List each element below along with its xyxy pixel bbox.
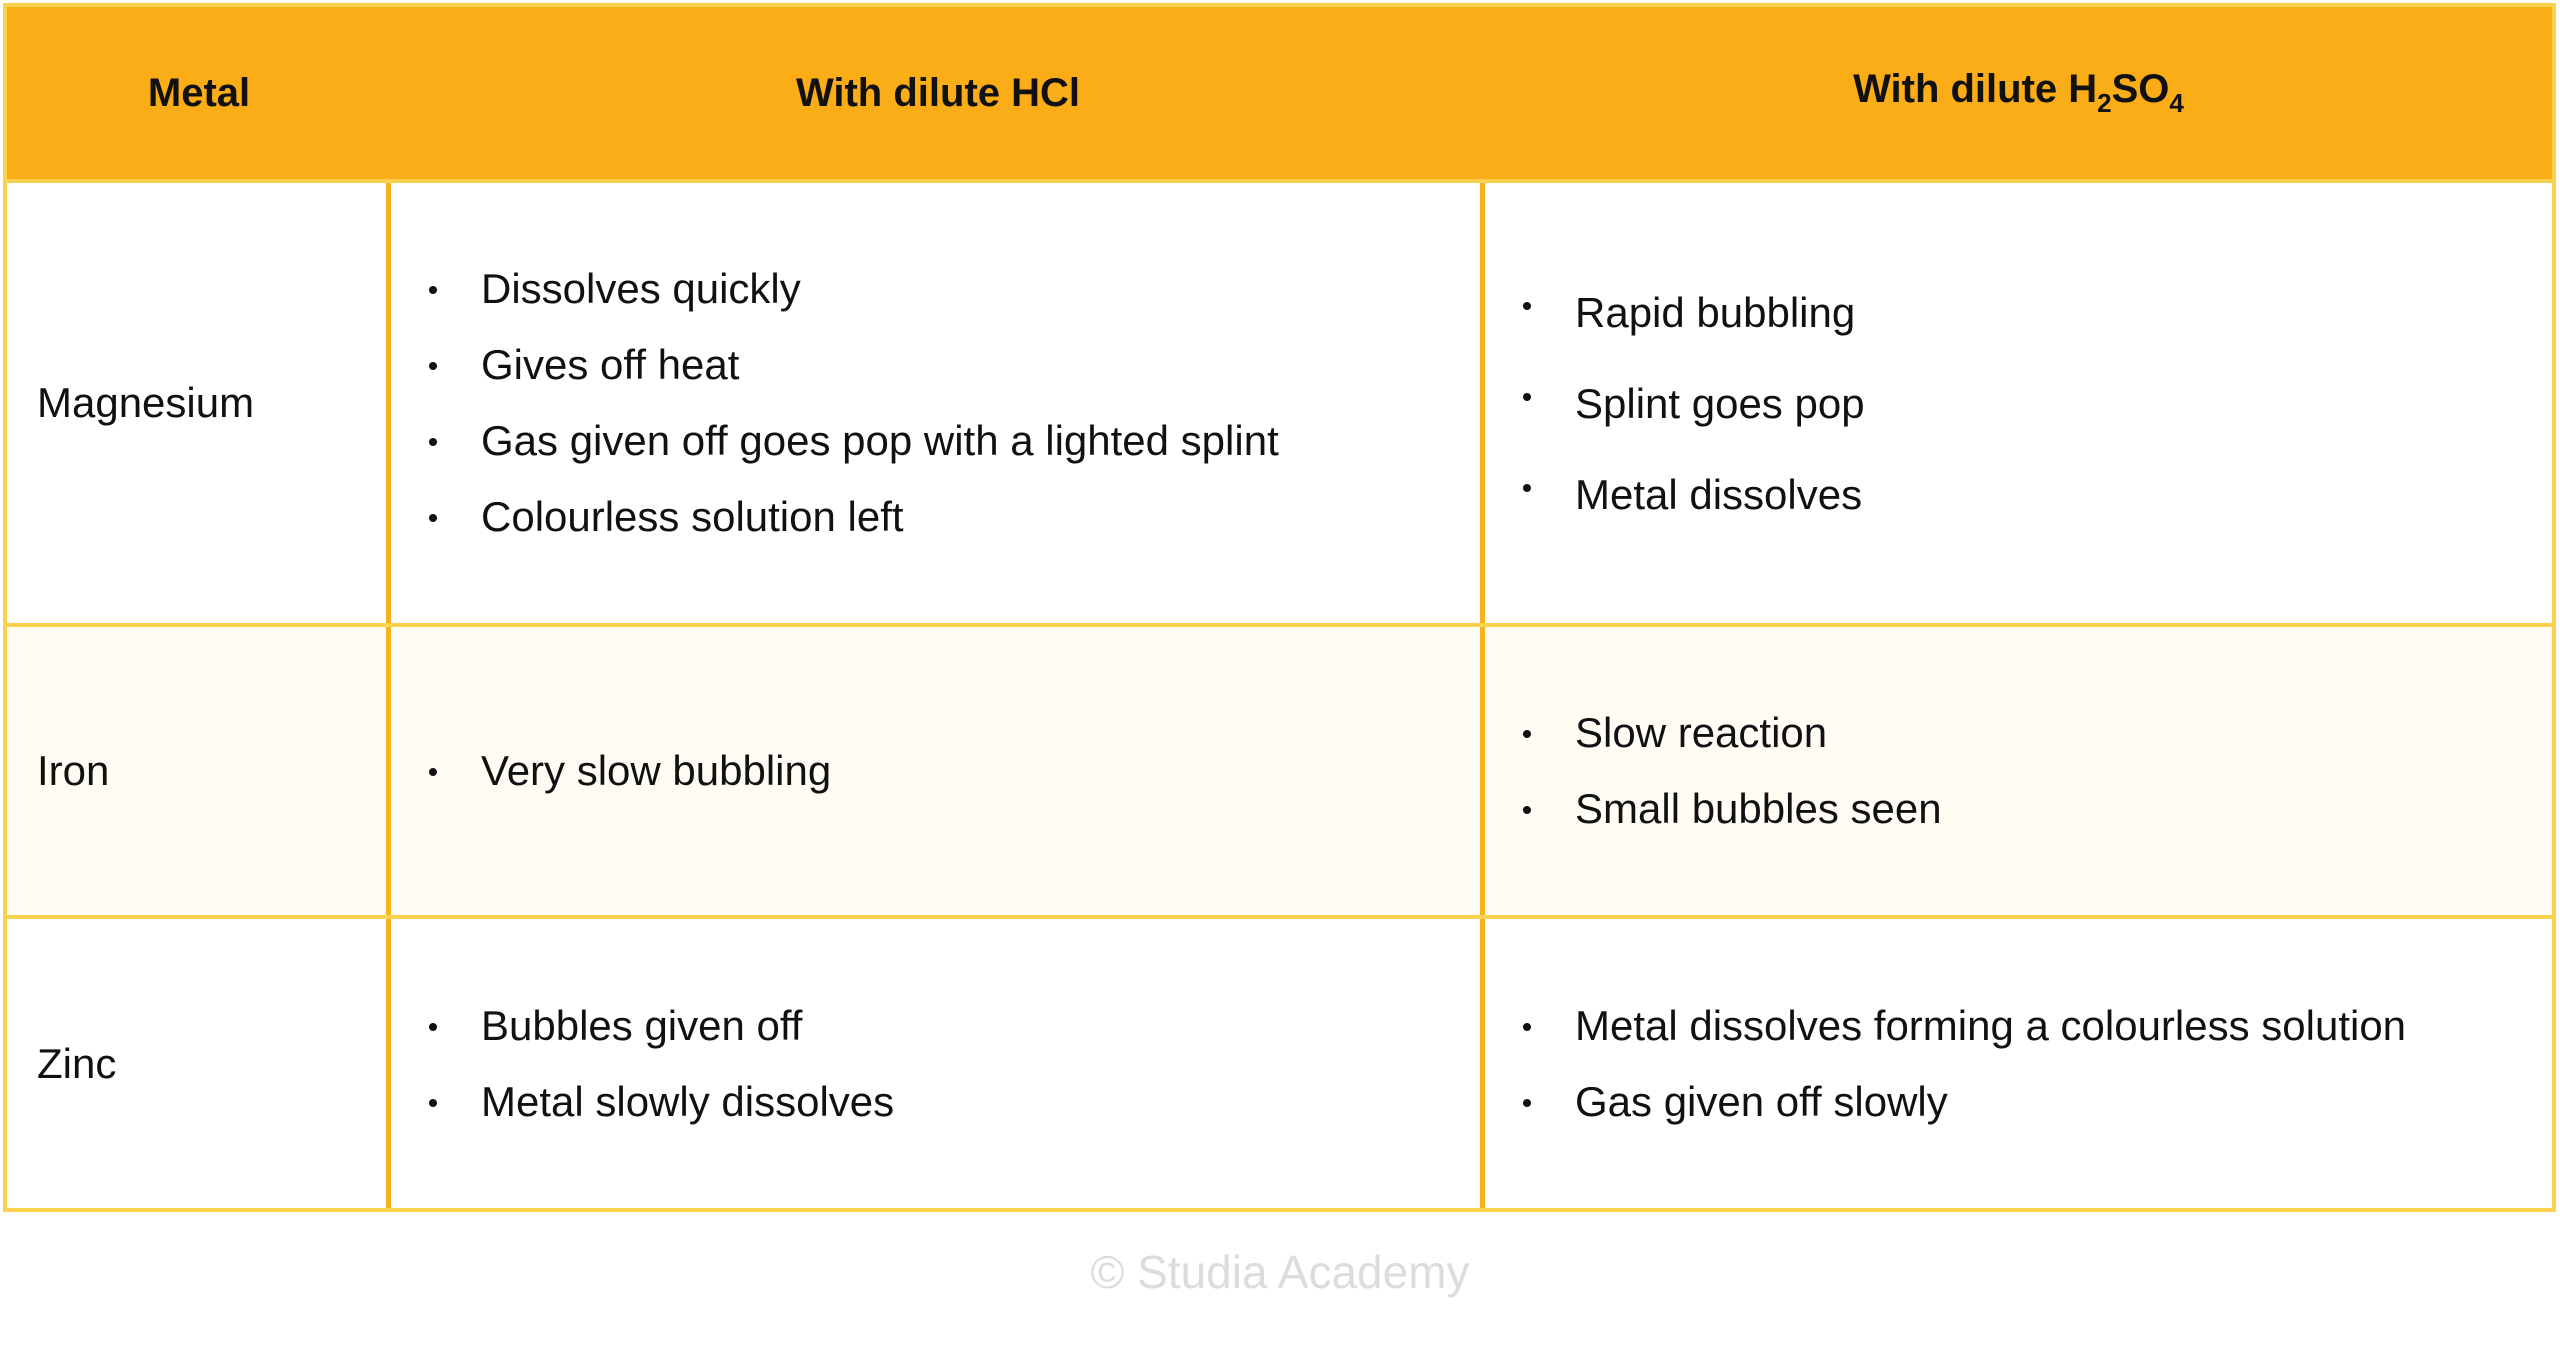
list-item — [391, 733, 831, 809]
metal-name: Zinc — [37, 1039, 117, 1087]
list-item — [1485, 988, 2406, 1064]
observation-text: Very slow bubbling — [481, 747, 832, 794]
bullet-icon — [429, 438, 437, 446]
watermark: © Studia Academy — [1090, 1246, 1470, 1298]
bullet-icon — [1523, 1099, 1531, 1107]
header-h2so4-subscript-4: 4 — [2169, 88, 2184, 118]
list-item — [1485, 1064, 2406, 1140]
metal-cell — [7, 183, 391, 623]
list-item — [391, 327, 1279, 403]
observation-text: Metal dissolves — [1575, 470, 1863, 518]
h2so4-cell — [1485, 919, 2552, 1208]
observation-text: Gas given off slowly — [1575, 1077, 1948, 1125]
bullet-icon — [429, 362, 437, 370]
header-metal-label: Metal — [147, 70, 251, 115]
header-h2so4-label — [1853, 67, 2184, 119]
list-item — [391, 479, 1279, 555]
metal-name: Iron — [37, 747, 110, 794]
list-item — [391, 251, 1279, 327]
hcl-cell — [391, 183, 1485, 623]
bullet-icon — [1523, 302, 1531, 310]
list-item — [1485, 267, 1865, 358]
bullet-icon — [1523, 484, 1531, 492]
list-item — [1485, 449, 1865, 540]
observation-text: Dissolves quickly — [481, 265, 801, 312]
list-item — [1485, 695, 1942, 771]
table-header-row — [7, 7, 2552, 183]
hcl-cell — [391, 919, 1485, 1208]
hcl-observations — [391, 251, 1279, 555]
header-h2so4 — [1485, 7, 2552, 179]
h2so4-cell — [1485, 183, 2552, 623]
observation-text: Colourless solution left — [481, 493, 904, 540]
h2so4-observations — [1485, 988, 2406, 1140]
header-h2so4-subscript-2: 2 — [2097, 88, 2112, 118]
observation-text: Rapid bubbling — [1575, 288, 1856, 336]
table-row — [7, 627, 2552, 919]
header-h2so4-so: SO — [2111, 67, 2170, 111]
bullet-icon — [429, 1099, 437, 1107]
observation-text: Gas given off goes pop with a lighted splint — [481, 417, 1279, 464]
metal-cell — [7, 919, 391, 1208]
table-row — [7, 183, 2552, 627]
metal-name: Magnesium — [37, 379, 255, 426]
list-item — [1485, 771, 1942, 847]
h2so4-observations — [1485, 267, 1865, 540]
bullet-icon — [429, 286, 437, 294]
metal-acid-reactions-table — [3, 3, 2556, 1212]
hcl-observations — [391, 988, 894, 1140]
bullet-icon — [1523, 730, 1531, 738]
list-item — [391, 403, 1279, 479]
list-item — [1485, 358, 1865, 449]
observation-text: Small bubbles seen — [1575, 785, 1942, 832]
header-h2so4-prefix: With dilute H — [1853, 67, 2098, 111]
observation-text: Metal slowly dissolves — [481, 1077, 895, 1125]
header-metal — [7, 7, 391, 179]
bullet-icon — [429, 1023, 437, 1031]
list-item — [391, 988, 894, 1064]
bullet-icon — [429, 514, 437, 522]
metal-cell — [7, 627, 391, 915]
observation-text: Slow reaction — [1575, 709, 1828, 756]
bullet-icon — [1523, 393, 1531, 401]
bullet-icon — [429, 768, 437, 776]
bullet-icon — [1523, 806, 1531, 814]
observation-text: Bubbles given off — [481, 1001, 803, 1049]
hcl-observations — [391, 733, 831, 809]
header-hcl-label: With dilute HCl — [795, 70, 1081, 115]
observation-text: Metal dissolves forming a colourless solution — [1575, 1001, 2407, 1049]
h2so4-observations — [1485, 695, 1942, 847]
table-row — [7, 919, 2552, 1208]
bullet-icon — [1523, 1023, 1531, 1031]
observation-text: Splint goes pop — [1575, 379, 1865, 427]
list-item — [391, 1064, 894, 1140]
header-hcl — [391, 7, 1485, 179]
observation-text: Gives off heat — [481, 341, 740, 388]
hcl-cell — [391, 627, 1485, 915]
h2so4-cell — [1485, 627, 2552, 915]
